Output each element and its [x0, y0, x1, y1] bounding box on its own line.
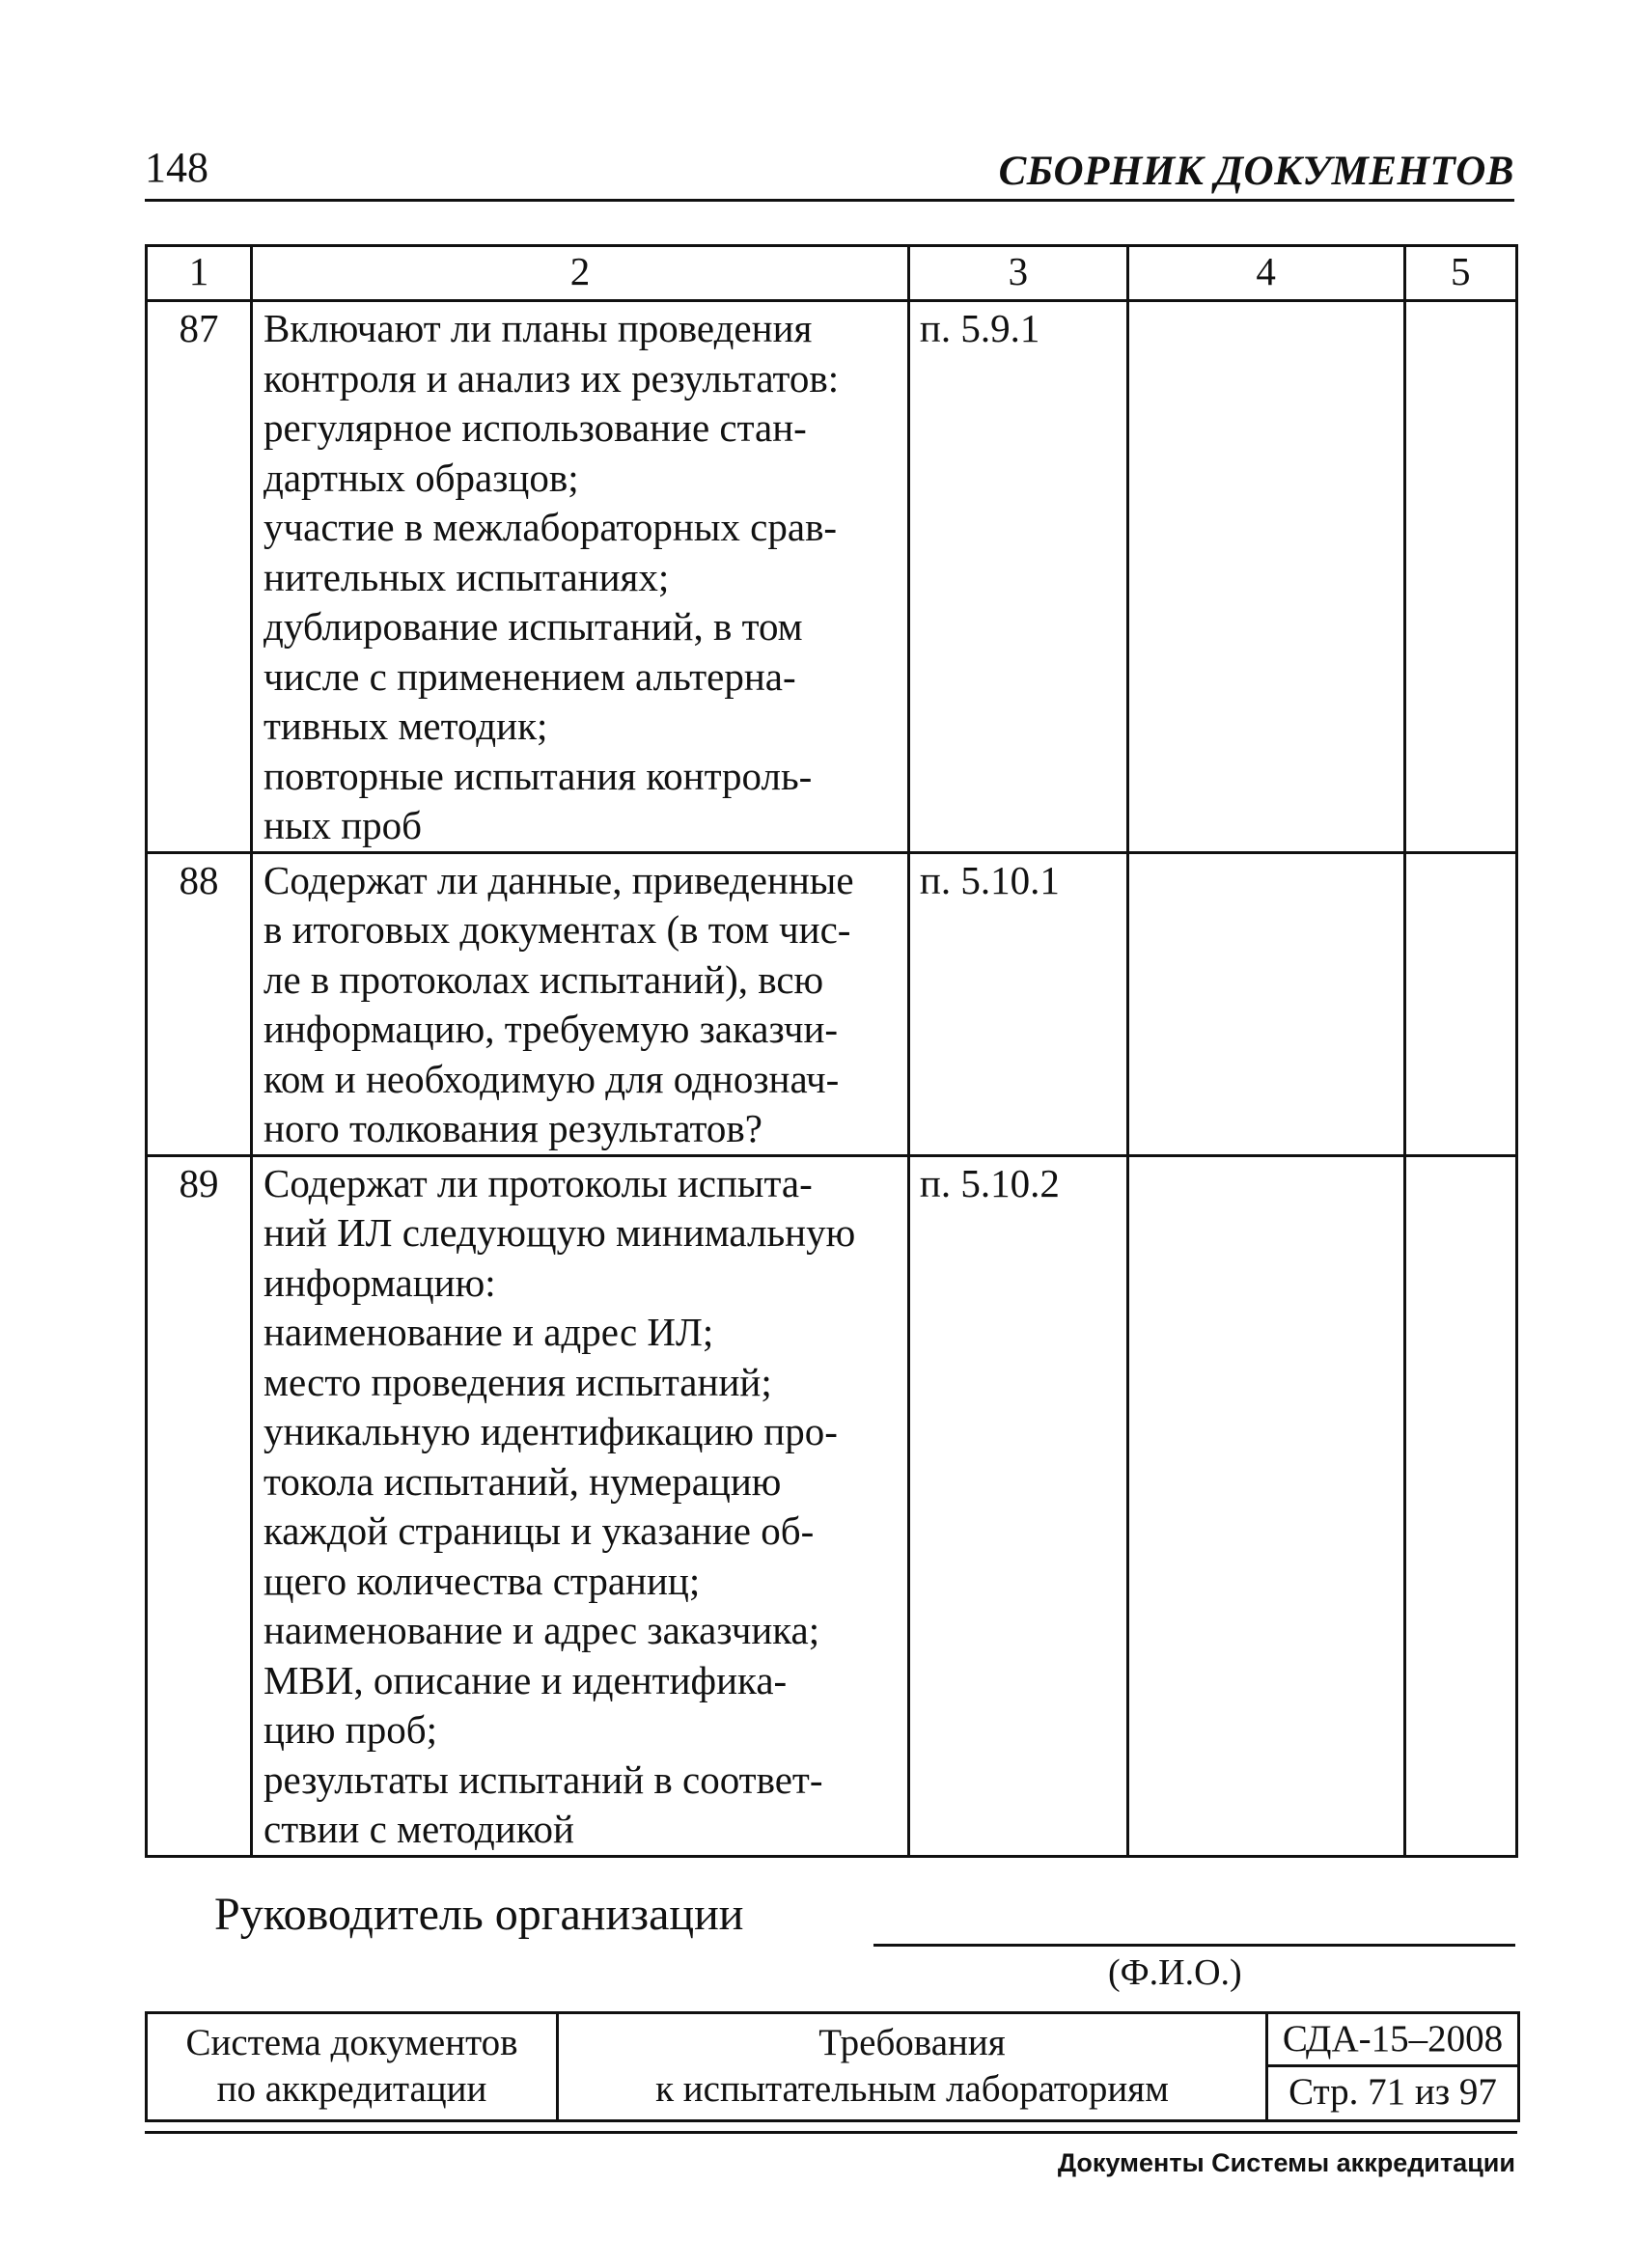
document-code: СДА-15–2008 [1268, 2014, 1517, 2067]
question-line: контроля и анализ их результатов: [263, 355, 840, 401]
question-line: Включают ли планы проведения [263, 306, 813, 350]
question-line: повторные испытания контроль- [263, 753, 813, 798]
table-row [147, 1155, 1517, 1856]
empty-cell-col5 [1404, 301, 1516, 853]
empty-cell-col4 [1127, 852, 1404, 1155]
question-line: цию проб; [263, 1707, 437, 1752]
header-rule [145, 199, 1514, 202]
footer-rule [145, 2131, 1517, 2134]
question-line: в итоговых документах (в том чис- [263, 907, 851, 952]
checklist-table [145, 244, 1518, 1858]
footer-title-line: Требования [818, 2021, 1006, 2063]
document-footer-block [145, 2011, 1520, 2122]
reference-cell: п. 5.9.1 [908, 301, 1127, 853]
question-line: числе с применением альтерна- [263, 653, 796, 699]
running-title: СБОРНИК ДОКУМЕНТОВ [998, 149, 1514, 194]
question-line: дублирование испытаний, в том [263, 604, 803, 649]
empty-cell-col5 [1404, 852, 1516, 1155]
column-header: 2 [252, 246, 909, 301]
signature-label: Руководитель организации [214, 1889, 744, 1940]
question-line: регулярное использование стан- [263, 405, 807, 450]
question-line: токола испытаний, нумерацию [263, 1458, 782, 1504]
question-line: участие в межлабораторных срав- [263, 505, 838, 549]
row-number: 88 [147, 852, 252, 1155]
question-line: наименование и адрес ИЛ; [263, 1310, 714, 1354]
reference-cell: п. 5.10.2 [908, 1155, 1127, 1856]
question-line: ного толкования результатов? [263, 1106, 762, 1150]
table-row [147, 852, 1517, 1155]
footer-system-line: по аккредитации [216, 2067, 487, 2110]
question-line: наименование и адрес заказчика; [263, 1608, 820, 1652]
question-line: уникальную идентификацию про- [263, 1409, 838, 1453]
column-header: 5 [1404, 246, 1516, 301]
column-header: 3 [908, 246, 1127, 301]
column-header: 4 [1127, 246, 1404, 301]
question-line: щего количества страниц; [263, 1558, 701, 1603]
footer-note: Документы Системы аккредитации [1057, 2148, 1515, 2177]
footer-title-line: к испытательным лабораториям [655, 2067, 1169, 2110]
page-number: 148 [145, 144, 208, 191]
footer-system-line: Система документов [185, 2021, 518, 2063]
question-line: ствии с методикой [263, 1807, 574, 1851]
empty-cell-col4 [1127, 1155, 1404, 1856]
question-line: Содержат ли протоколы испыта- [263, 1160, 813, 1205]
column-header: 1 [147, 246, 252, 301]
question-line: ле в протоколах испытаний), всю [263, 956, 824, 1002]
footer-title-cell [558, 2013, 1267, 2121]
question-line: дартных образцов; [263, 455, 579, 500]
footer-system-cell [147, 2013, 558, 2121]
footer-code-cell [1267, 2013, 1519, 2121]
signature-line [873, 1944, 1515, 1947]
page-counter: Стр. 71 из 97 [1289, 2071, 1497, 2113]
question-line: Содержат ли данные, приведенные [263, 857, 854, 902]
question-cell [252, 301, 909, 853]
question-line: каждой страницы и указание об- [263, 1508, 815, 1553]
question-line: информацию, требуемую заказчи- [263, 1007, 839, 1051]
question-line: ний ИЛ следующую минимальную [263, 1210, 856, 1255]
row-number: 89 [147, 1155, 252, 1856]
question-line: тивных методик; [263, 704, 548, 748]
table-row [147, 301, 1517, 853]
signature-hint: (Ф.И.О.) [1108, 1952, 1242, 1993]
question-line: информацию: [263, 1259, 496, 1305]
question-line: ком и необходимую для однознач- [263, 1056, 840, 1101]
question-line: нительных испытаниях; [263, 554, 670, 599]
question-line: место проведения испытаний; [263, 1359, 772, 1404]
question-line: МВИ, описание и идентифика- [263, 1657, 788, 1702]
empty-cell-col5 [1404, 1155, 1516, 1856]
row-number: 87 [147, 301, 252, 853]
question-line: результаты испытаний в соответ- [263, 1756, 823, 1802]
question-line: ных проб [263, 803, 423, 847]
question-cell [252, 1155, 909, 1856]
column-number-row [147, 246, 1517, 301]
reference-cell: п. 5.10.1 [908, 852, 1127, 1155]
empty-cell-col4 [1127, 301, 1404, 853]
question-cell [252, 852, 909, 1155]
